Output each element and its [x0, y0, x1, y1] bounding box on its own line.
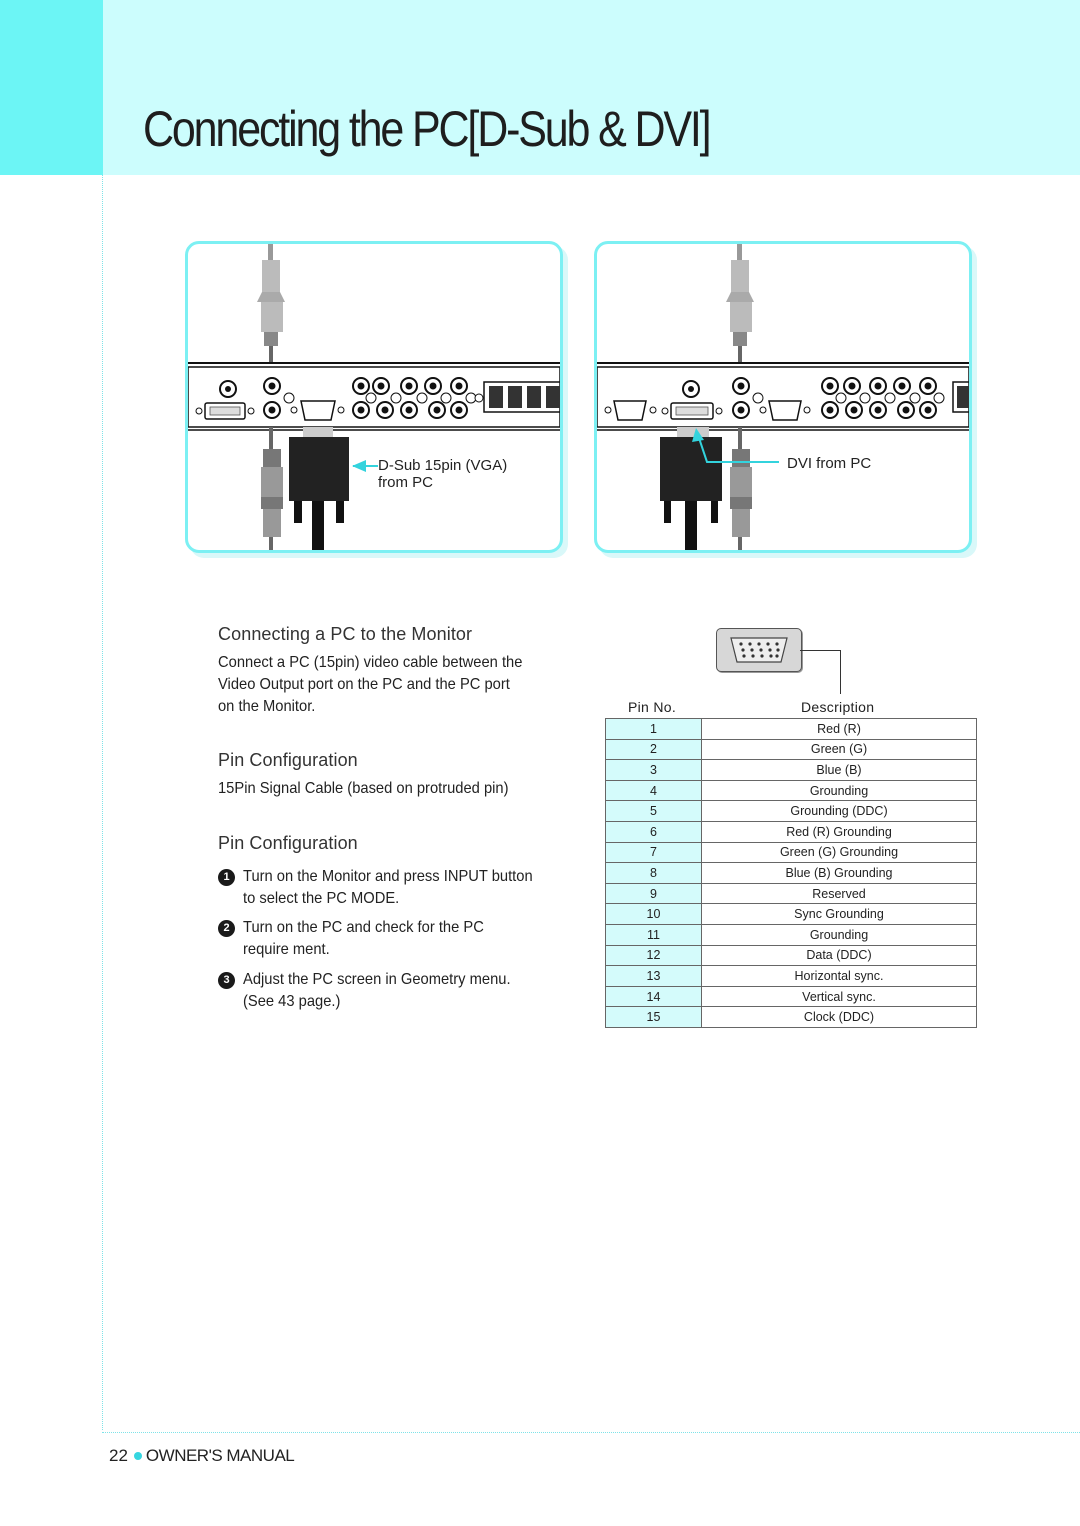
dvi-connection-panel — [594, 241, 972, 553]
pin-number-cell: 6 — [606, 821, 702, 842]
connector-leader-line — [840, 650, 841, 694]
table-row — [606, 780, 977, 801]
step-line: Adjust the PC screen in Geometry menu. — [243, 971, 511, 988]
page-title: Connecting the PC[D-Sub & DVI] — [143, 101, 710, 157]
margin-guide-line — [102, 175, 103, 1430]
pin-number-cell: 3 — [606, 760, 702, 781]
pin-description-cell: Grounding (DDC) — [702, 801, 977, 822]
pin-description-cell: Horizontal sync. — [702, 966, 977, 987]
pin-description-cell: Reserved — [702, 883, 977, 904]
step-number-badge: 2 — [218, 920, 235, 937]
pin-number-cell: 2 — [606, 739, 702, 760]
step-line: to select the PC MODE. — [243, 890, 400, 907]
dsub-connection-illustration — [188, 244, 560, 550]
pin-description-cell: Blue (B) — [702, 760, 977, 781]
header-accent-tab — [0, 0, 103, 175]
pin-number-cell: 4 — [606, 780, 702, 801]
step-line: (See 43 page.) — [243, 993, 341, 1010]
footer-dot-icon — [134, 1452, 142, 1460]
table-row — [606, 986, 977, 1007]
dsub-connection-panel — [185, 241, 563, 553]
connect-line-2: Video Output port on the PC and the PC port — [218, 676, 510, 693]
pin-description-cell: Sync Grounding — [702, 904, 977, 925]
pin-description-cell: Vertical sync. — [702, 986, 977, 1007]
pin-number-cell: 7 — [606, 842, 702, 863]
table-row — [606, 863, 977, 884]
pin-description-cell: Data (DDC) — [702, 945, 977, 966]
steps-heading: Pin Configuration — [218, 833, 358, 853]
connect-line-3: on the Monitor. — [218, 698, 316, 715]
pin-description-cell: Clock (DDC) — [702, 1007, 977, 1028]
pin-config-text: 15Pin Signal Cable (based on protruded pin) — [218, 780, 509, 797]
step-text — [243, 866, 547, 910]
dvi-callout: DVI from PC — [787, 455, 872, 472]
table-row — [606, 760, 977, 781]
table-row — [606, 966, 977, 987]
pin-number-cell: 11 — [606, 924, 702, 945]
pin-no-header: Pin No. — [628, 699, 677, 715]
table-row — [606, 821, 977, 842]
footer-guide-line — [102, 1432, 1080, 1433]
step-number-badge: 1 — [218, 869, 235, 886]
pin-number-cell: 13 — [606, 966, 702, 987]
connector-leader-line — [800, 650, 840, 651]
step-line: Turn on the PC and check for the PC — [243, 919, 484, 936]
table-row — [606, 1007, 977, 1028]
connect-description — [218, 652, 549, 718]
step-text — [243, 917, 547, 961]
pin-number-cell: 1 — [606, 719, 702, 740]
pin-config-heading: Pin Configuration — [218, 750, 358, 770]
step-line: Turn on the Monitor and press INPUT button — [243, 868, 533, 885]
pin-number-cell: 10 — [606, 904, 702, 925]
table-row — [606, 945, 977, 966]
page-footer — [109, 1446, 294, 1466]
step-line: require ment. — [243, 941, 330, 958]
pin-table — [605, 718, 977, 1028]
pin-number-cell: 8 — [606, 863, 702, 884]
pin-number-cell: 5 — [606, 801, 702, 822]
connect-line-1: Connect a PC (15pin) video cable between the — [218, 654, 523, 671]
pin-description-cell: Green (G) — [702, 739, 977, 760]
vga-connector-icon — [716, 628, 802, 672]
pin-number-cell: 9 — [606, 883, 702, 904]
dvi-connection-illustration — [597, 244, 969, 550]
pin-number-cell: 15 — [606, 1007, 702, 1028]
page-number: 22 — [109, 1446, 128, 1465]
step-number-badge: 3 — [218, 972, 235, 989]
table-row — [606, 904, 977, 925]
pin-number-cell: 14 — [606, 986, 702, 1007]
pin-number-cell: 12 — [606, 945, 702, 966]
table-row — [606, 842, 977, 863]
pin-description-cell: Grounding — [702, 780, 977, 801]
connect-heading: Connecting a PC to the Monitor — [218, 624, 473, 644]
step-text — [243, 969, 547, 1013]
dsub-callout-line1: D-Sub 15pin (VGA) — [378, 457, 508, 474]
table-row — [606, 739, 977, 760]
description-header: Description — [801, 699, 875, 715]
pin-description-cell: Grounding — [702, 924, 977, 945]
pin-description-cell: Blue (B) Grounding — [702, 863, 977, 884]
pin-description-cell: Green (G) Grounding — [702, 842, 977, 863]
footer-manual-label: OWNER'S MANUAL — [145, 1446, 295, 1465]
pin-description-cell: Red (R) Grounding — [702, 821, 977, 842]
table-row — [606, 883, 977, 904]
table-row — [606, 801, 977, 822]
table-row — [606, 924, 977, 945]
table-row — [606, 719, 977, 740]
dsub-callout-line2: from PC — [378, 474, 434, 491]
pin-description-cell: Red (R) — [702, 719, 977, 740]
